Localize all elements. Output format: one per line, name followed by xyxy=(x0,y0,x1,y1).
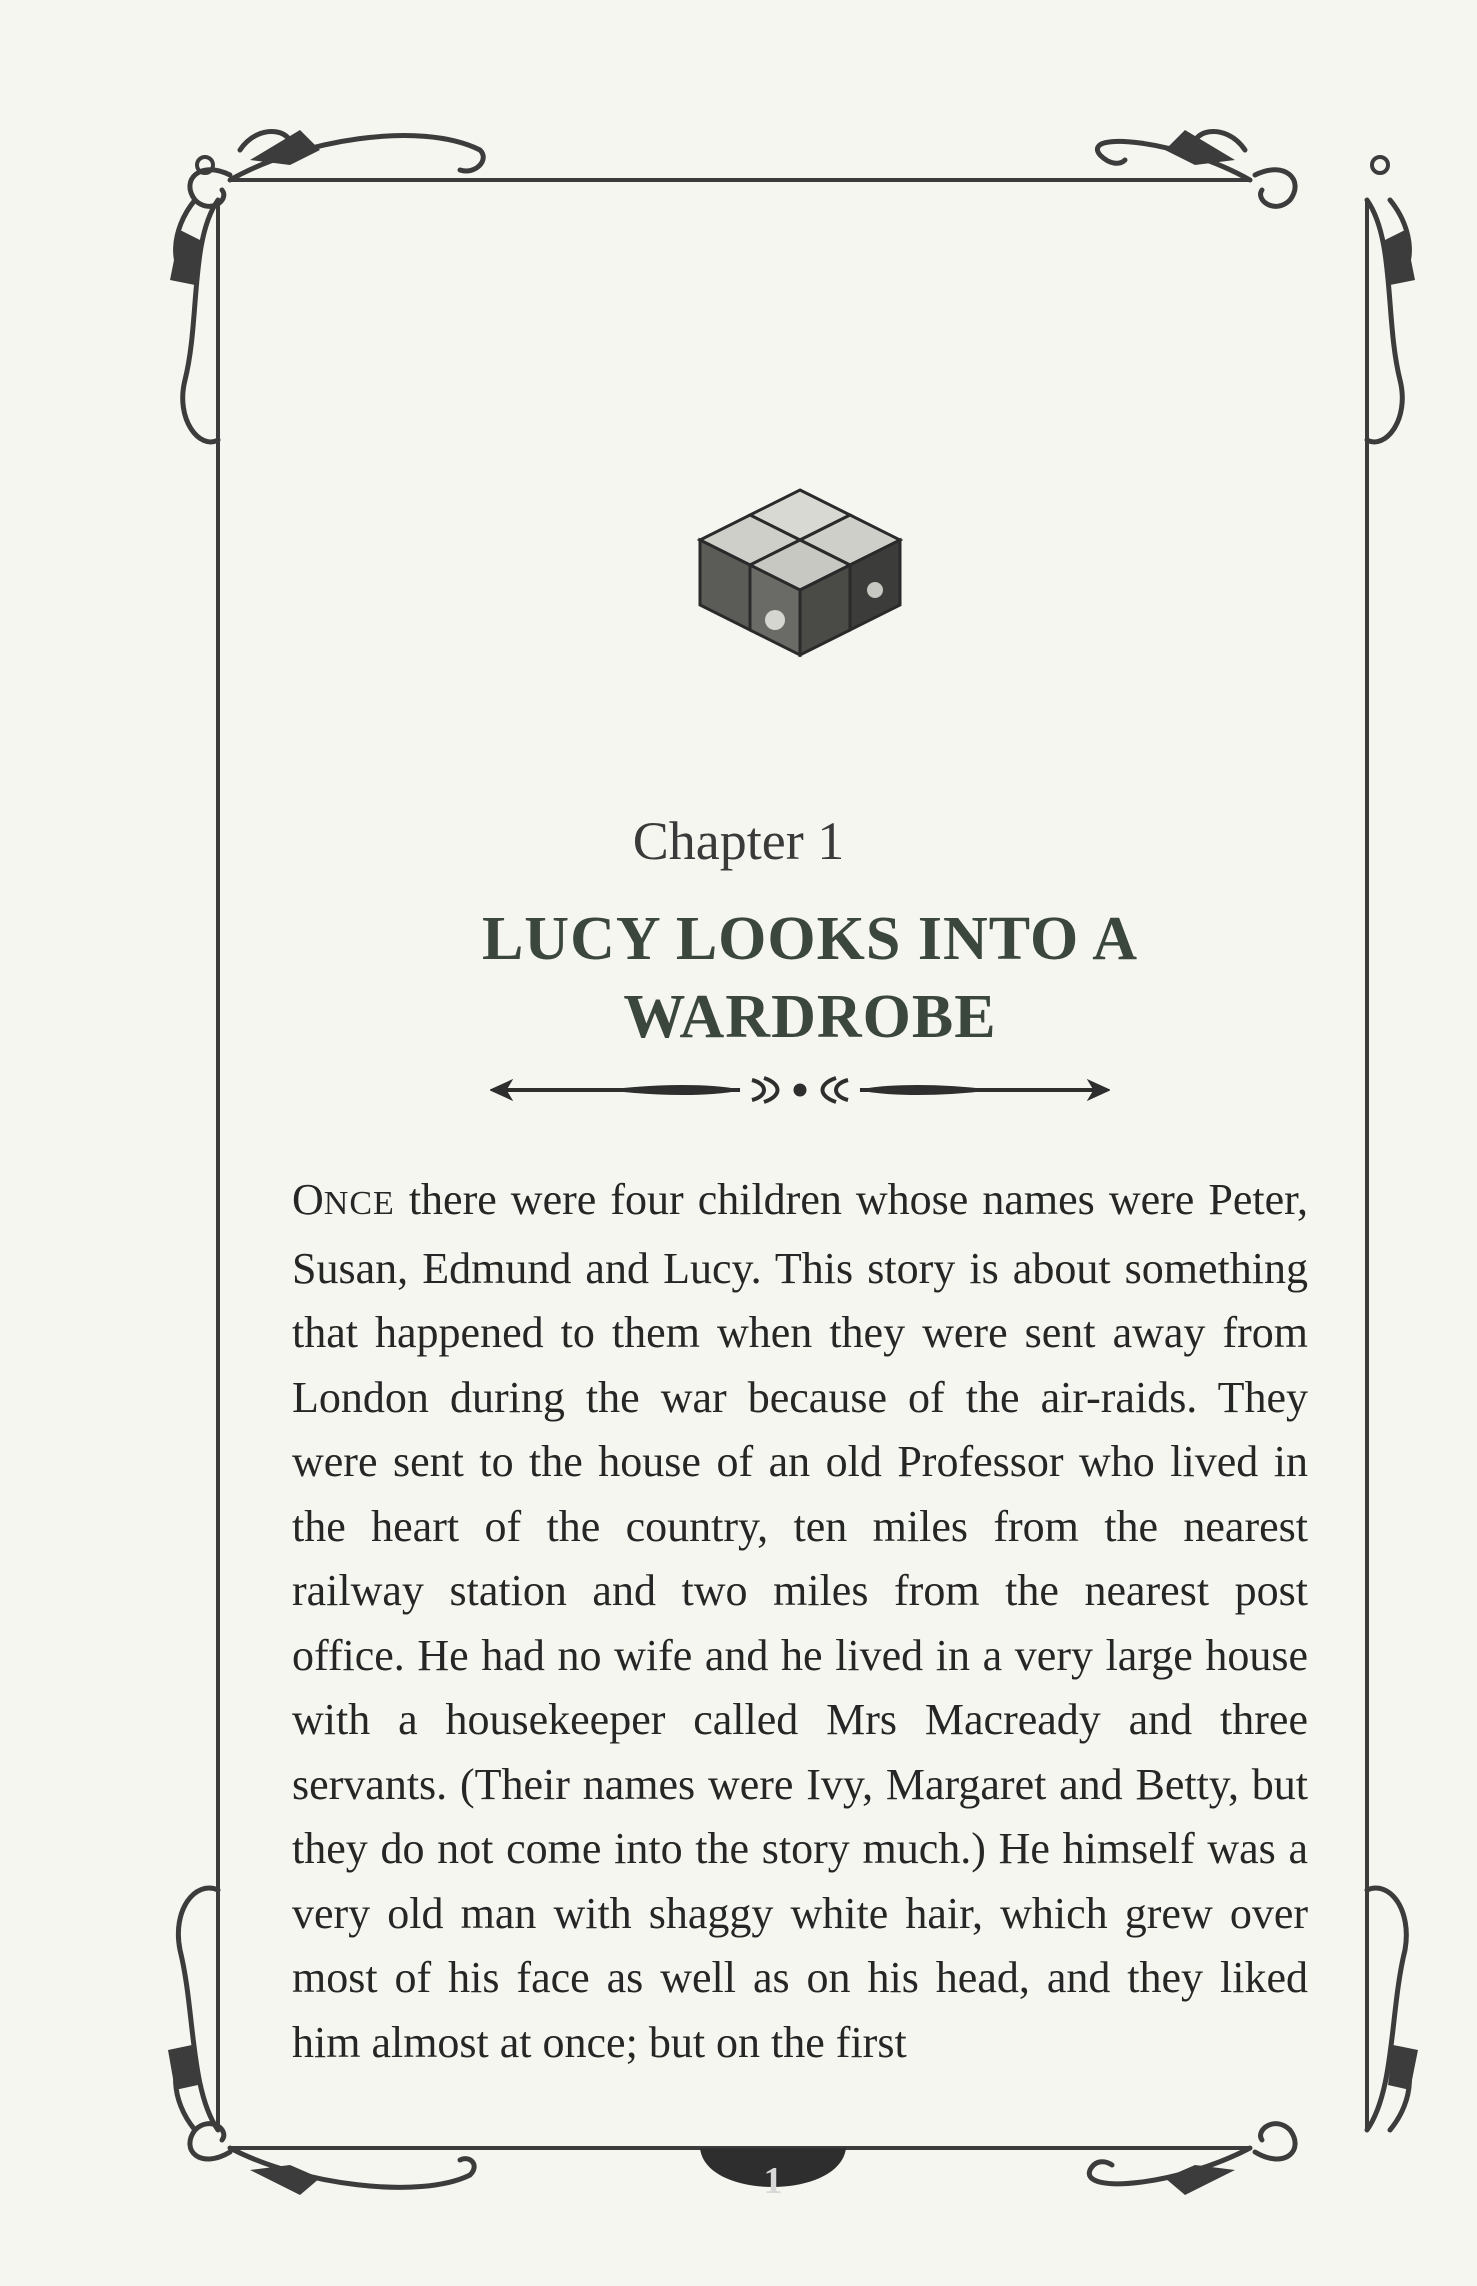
divider-ornament-icon xyxy=(490,1070,1110,1110)
small-caps-initial: O xyxy=(292,1175,324,1224)
cubes-emblem-icon xyxy=(680,480,920,680)
small-caps-rest: NCE xyxy=(323,1185,395,1222)
body-paragraph xyxy=(292,1168,1308,2075)
paragraph-text: there were four children whose names were Peter, Susan, Edmund and Lucy. This story is about something that happened to them when they were sent away from London during the war because of the air-raids. They were sent to the house of an old Professor who lived in the heart of the country, ten miles from the nearest railway station and two miles from the nearest post office. He had no wife and he lived in a very large house with a housekeeper called Mrs Macready and three servants. (Their names were Ivy, Margaret and Betty, but they do not come into the story much.) He himself was a very old man with shaggy white hair, which grew over most of his face as well as on his head, and they liked him almost at once; but on the first xyxy=(292,1175,1308,2067)
page-number: 1 xyxy=(763,2160,783,2202)
chapter-title: LUCY LOOKS INTO A WARDROBE xyxy=(481,904,1139,1051)
chapter-number: Chapter 1 xyxy=(632,810,845,871)
